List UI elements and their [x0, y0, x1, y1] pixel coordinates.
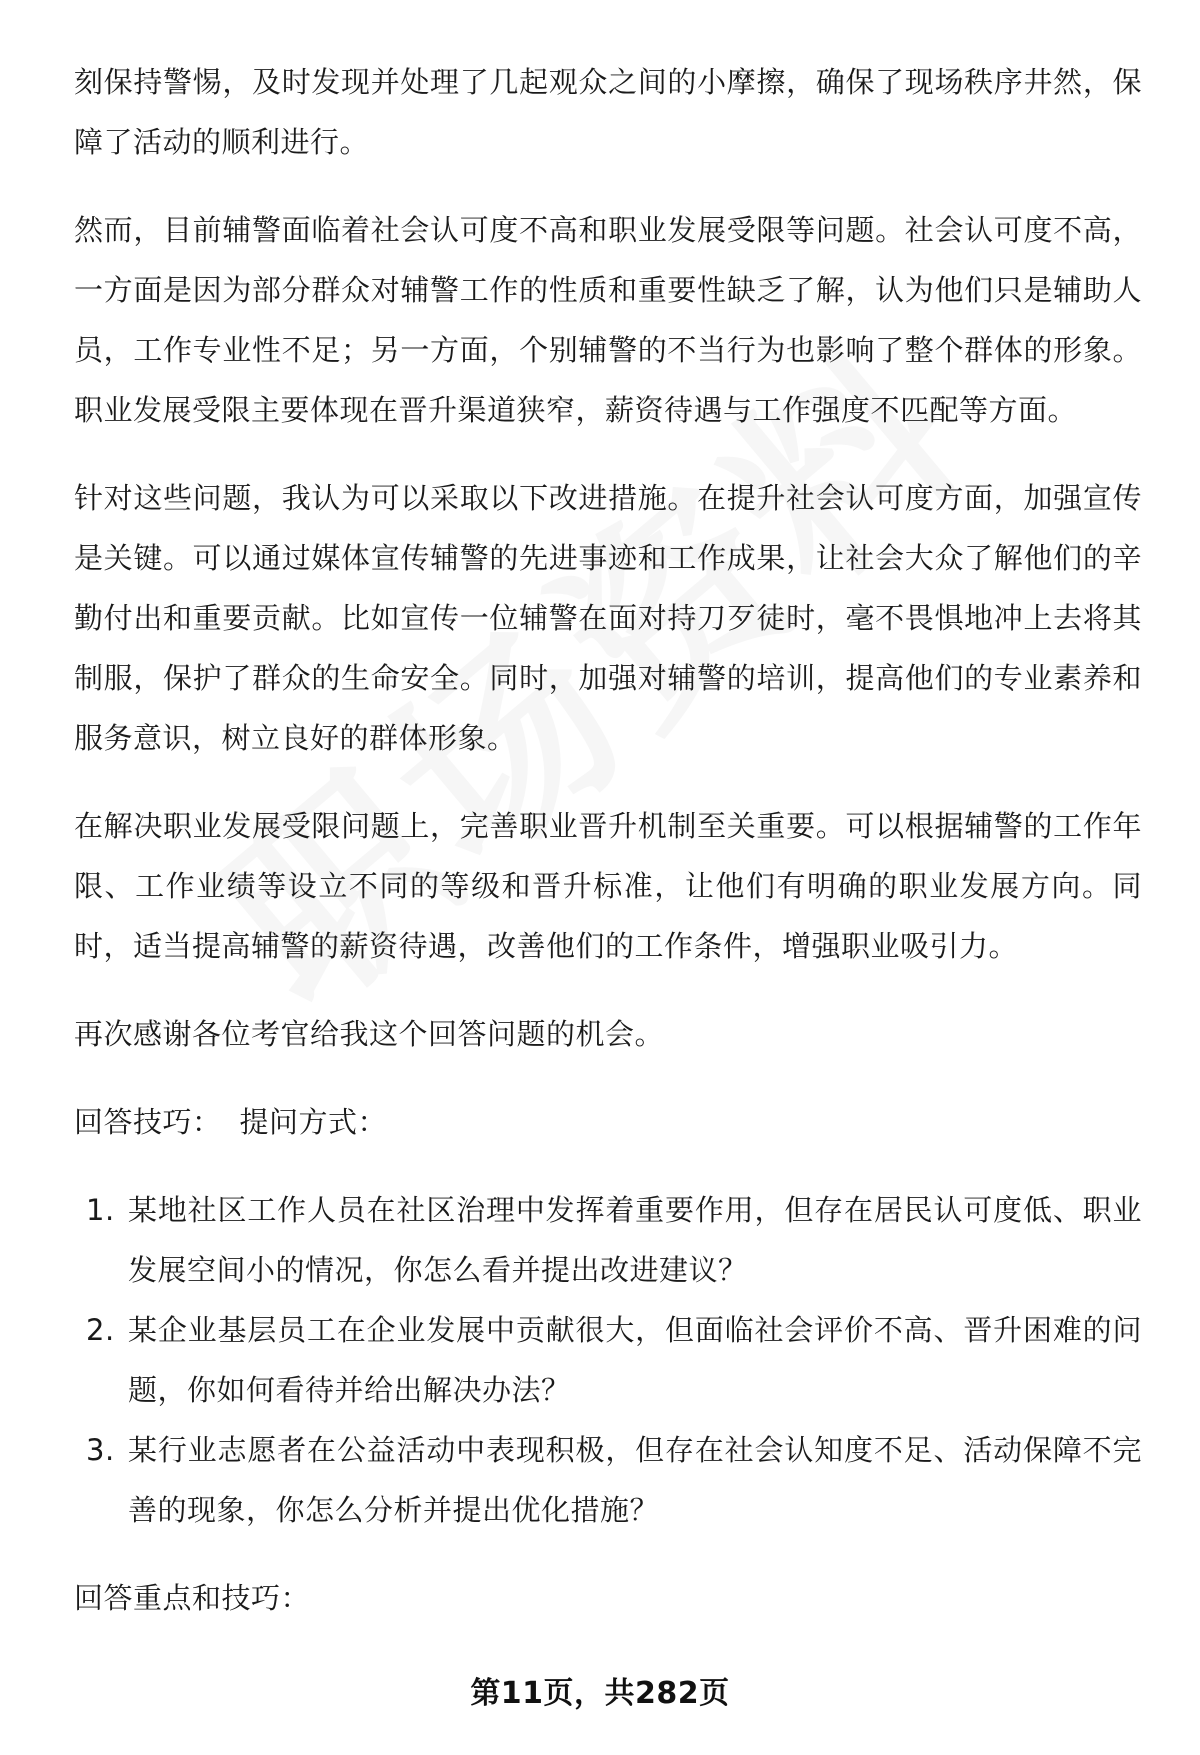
list-number: 3.	[86, 1433, 115, 1467]
question-list	[74, 1180, 1142, 1540]
page-number-footer: 第11页，共282页	[470, 1676, 730, 1711]
paragraph-2: 然而，目前辅警面临着社会认可度不高和职业发展受限等问题。社会认可度不高，一方面是因为部分群众对辅警工作的性质和重要性缺乏了解，认为他们只是辅助人员，工作专业性不足；另一方面，个别辅警的不当行为也影响了整个群体的形象。职业发展受限主要体现在晋升渠道狭窄，薪资待遇与工作强度不匹配等方面。	[74, 213, 1142, 427]
list-number: 2.	[86, 1313, 115, 1347]
paragraph-3: 针对这些问题，我认为可以采取以下改进措施。在提升社会认可度方面，加强宣传是关键。可以通过媒体宣传辅警的先进事迹和工作成果，让社会大众了解他们的辛勤付出和重要贡献。比如宣传一位辅警在面对持刀歹徒时，毫不畏惧地冲上去将其制服，保护了群众的生命安全。同时，加强对辅警的培训，提高他们的专业素养和服务意识，树立良好的群体形象。	[74, 481, 1142, 755]
list-number: 1.	[86, 1193, 115, 1227]
paragraph-1: 刻保持警惕，及时发现并处理了几起观众之间的小摩擦，确保了现场秩序井然，保障了活动的顺利进行。	[74, 65, 1142, 159]
list-item-text: 某企业基层员工在企业发展中贡献很大，但面临社会评价不高、晋升困难的问题，你如何看待并给出解决办法？	[128, 1313, 1142, 1407]
tips-heading	[74, 1092, 1142, 1152]
list-item	[74, 1300, 1142, 1420]
tips-label: 回答技巧：	[74, 1105, 222, 1139]
key-points-heading: 回答重点和技巧：	[74, 1581, 311, 1615]
paragraph-5: 再次感谢各位考官给我这个回答问题的机会。	[74, 1017, 665, 1051]
list-item	[74, 1180, 1142, 1300]
paragraph-4: 在解决职业发展受限问题上，完善职业晋升机制至关重要。可以根据辅警的工作年限、工作业绩等设立不同的等级和晋升标准，让他们有明确的职业发展方向。同时，适当提高辅警的薪资待遇，改善他们的工作条件，增强职业吸引力。	[74, 809, 1142, 963]
list-item-text: 某行业志愿者在公益活动中表现积极，但存在社会认知度不足、活动保障不完善的现象，你怎么分析并提出优化措施？	[128, 1433, 1142, 1527]
ask-label: 提问方式：	[239, 1105, 388, 1139]
list-item	[74, 1420, 1142, 1540]
list-item-text: 某地社区工作人员在社区治理中发挥着重要作用，但存在居民认可度低、职业发展空间小的情况，你怎么看并提出改进建议？	[128, 1193, 1142, 1287]
document-body	[74, 52, 1142, 1656]
